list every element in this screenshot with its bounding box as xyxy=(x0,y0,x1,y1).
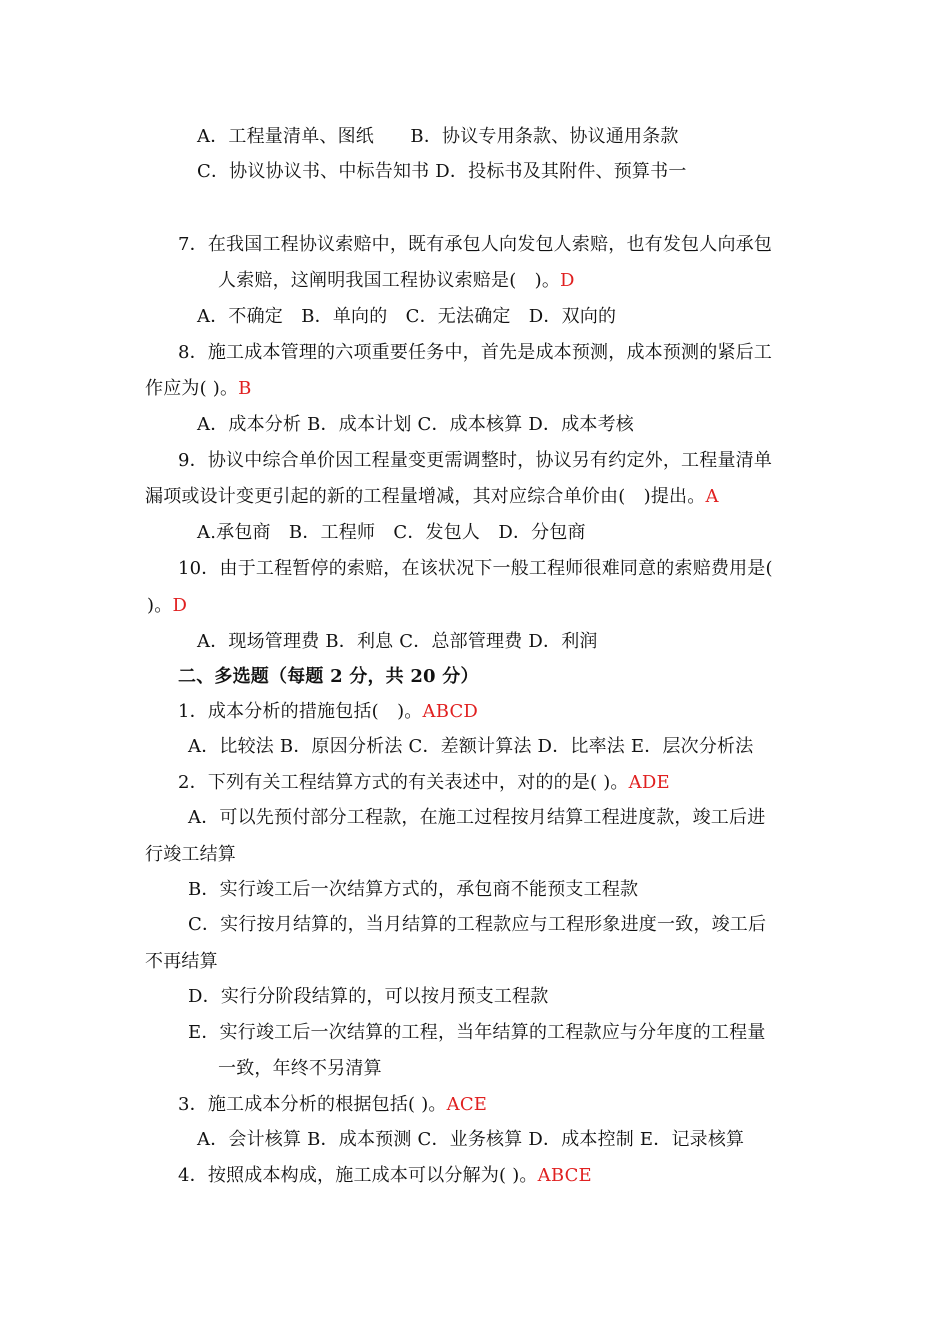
question-7: 7．在我国工程协议索赔中，既有承包人向发包人索赔，也有发包人向承包 xyxy=(178,234,773,255)
answer-key: B xyxy=(238,378,252,399)
answer-key: ADE xyxy=(628,772,670,793)
section-heading: 二、多选题（每题 2 分，共 20 分） xyxy=(178,666,479,687)
question-10: 10．由于工程暂停的索赔，在该状况下一般工程师很难同意的索赔费用是( xyxy=(178,558,773,579)
answer-key: ACE xyxy=(446,1094,488,1115)
answer-key: ABCD xyxy=(422,701,479,722)
question-9-cont: 漏项或设计变更引起的新的工程量增减，其对应综合单价由( )提出。A xyxy=(145,486,719,507)
option-line: A．工程量清单、图纸 B．协议专用条款、协议通用条款 xyxy=(197,126,679,147)
answer-key: ABCE xyxy=(537,1165,592,1186)
option-line-cont: 行竣工结算 xyxy=(145,844,236,865)
mc-question-1: 1．成本分析的措施包括( )。ABCD xyxy=(178,701,479,722)
option-line: C．实行按月结算的，当月结算的工程款应与工程形象进度一致，竣工后 xyxy=(188,914,767,935)
answer-key: A xyxy=(705,486,719,507)
option-line: A．不确定 B．单向的 C．无法确定 D．双向的 xyxy=(197,306,617,327)
question-8: 8．施工成本管理的六项重要任务中，首先是成本预测，成本预测的紧后工 xyxy=(178,342,773,363)
option-line: A．会计核算 B．成本预测 C．业务核算 D．成本控制 E．记录核算 xyxy=(197,1129,745,1150)
option-line: A．成本分析 B．成本计划 C．成本核算 D．成本考核 xyxy=(197,414,634,435)
option-line: E．实行竣工后一次结算的工程，当年结算的工程款应与分年度的工程量 xyxy=(188,1022,766,1043)
option-line: D．实行分阶段结算的，可以按月预支工程款 xyxy=(188,986,549,1007)
mc-question-2: 2．下列有关工程结算方式的有关表述中，对的的是( )。ADE xyxy=(178,772,670,793)
option-line: B．实行竣工后一次结算方式的，承包商不能预支工程款 xyxy=(188,879,639,900)
question-8-cont: 作应为( )。B xyxy=(145,378,252,399)
option-line-cont: 一致，年终不另清算 xyxy=(218,1058,382,1079)
option-line: A．可以先预付部分工程款，在施工过程按月结算工程进度款，竣工后进 xyxy=(188,807,766,828)
answer-key: D xyxy=(172,595,188,616)
option-line: A．现场管理费 B．利息 C．总部管理费 D．利润 xyxy=(197,631,598,652)
answer-key: D xyxy=(560,270,575,291)
question-9: 9．协议中综合单价因工程量变更需调整时，协议另有约定外，工程量清单 xyxy=(178,450,773,471)
mc-question-4: 4．按照成本构成，施工成本可以分解为( )。ABCE xyxy=(178,1165,592,1186)
question-7-cont: 人索赔，这阐明我国工程协议索赔是( )。D xyxy=(218,270,575,291)
option-line-cont: 不再结算 xyxy=(145,951,218,972)
option-line: A．比较法 B．原因分析法 C．差额计算法 D．比率法 E．层次分析法 xyxy=(188,736,754,757)
mc-question-3: 3．施工成本分析的根据包括( )。ACE xyxy=(178,1094,488,1115)
option-line: A.承包商 B．工程师 C．发包人 D．分包商 xyxy=(197,522,586,543)
option-line: C．协议协议书、中标告知书 D．投标书及其附件、预算书一 xyxy=(197,161,687,182)
question-10-cont: )。D xyxy=(147,595,188,616)
